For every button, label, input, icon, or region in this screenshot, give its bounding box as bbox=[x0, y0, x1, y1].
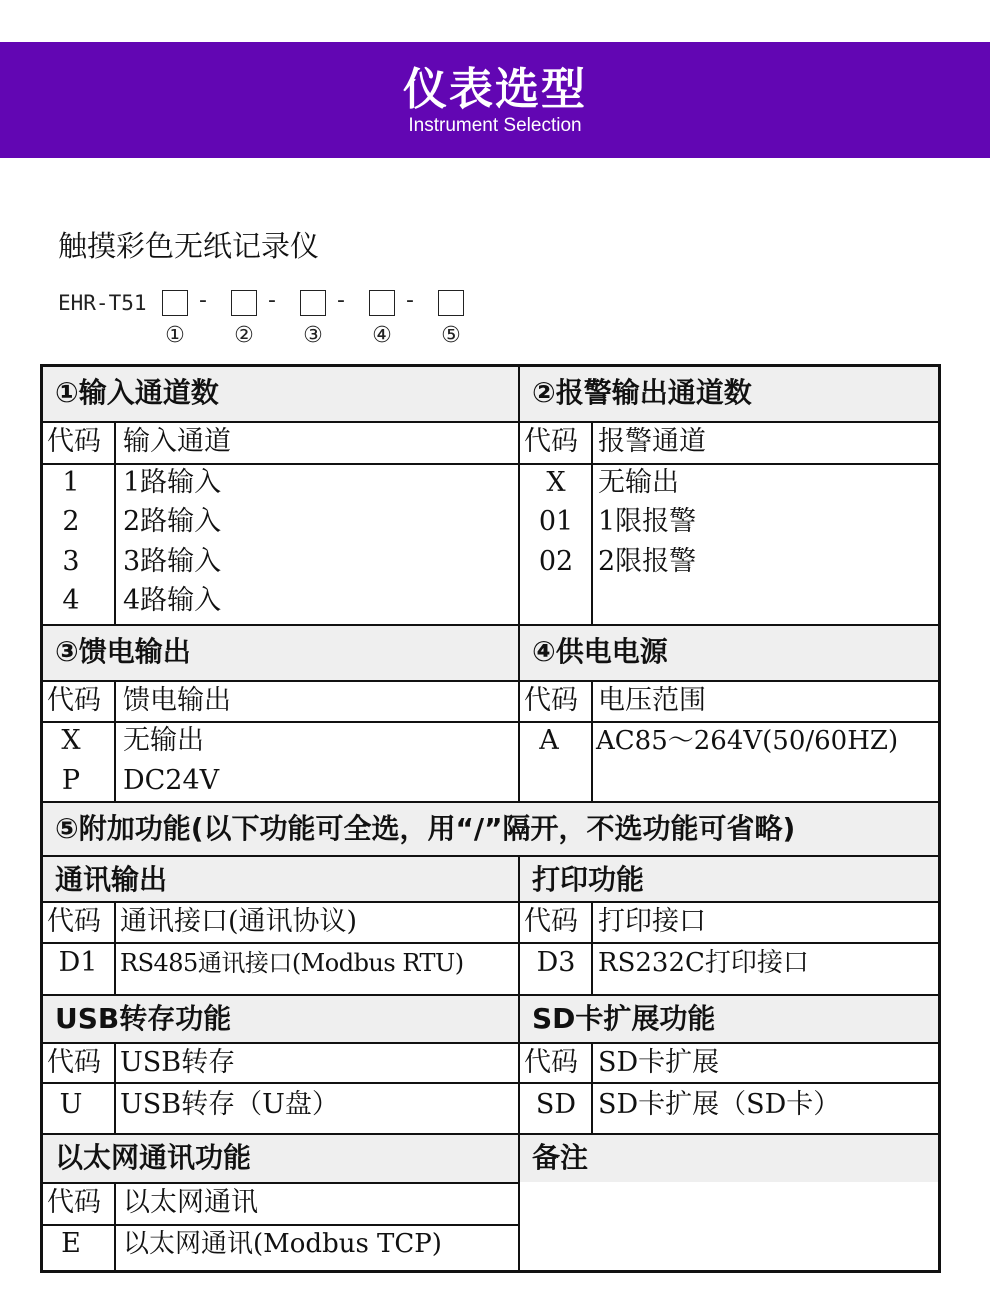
slot-label-5: ⑤ bbox=[441, 323, 461, 348]
divider bbox=[591, 680, 593, 801]
row-code: 4 bbox=[62, 585, 80, 616]
col-header-code: 代码 bbox=[47, 685, 101, 716]
col-header-code: 代码 bbox=[524, 685, 578, 716]
dash-4: - bbox=[406, 288, 414, 313]
row-desc: 1限报警 bbox=[598, 506, 697, 537]
divider bbox=[43, 801, 938, 803]
divider bbox=[591, 901, 593, 994]
row-desc: DC24V bbox=[123, 765, 220, 796]
section-header-usb-function: USB转存功能 bbox=[43, 996, 519, 1042]
slot-label-4: ④ bbox=[372, 323, 392, 348]
col-header-code: 代码 bbox=[47, 906, 101, 937]
row-code: D3 bbox=[536, 947, 576, 978]
row-code: 3 bbox=[62, 546, 80, 577]
divider bbox=[43, 994, 938, 996]
row-code: U bbox=[59, 1089, 83, 1120]
divider bbox=[591, 1042, 593, 1133]
row-desc: 2限报警 bbox=[598, 546, 697, 577]
section-header-ethernet-function: 以太网通讯功能 bbox=[43, 1135, 519, 1182]
col-header-desc: 以太网通讯 bbox=[123, 1187, 258, 1218]
col-header-desc: 通讯接口(通讯协议) bbox=[120, 906, 358, 937]
selection-table bbox=[40, 364, 941, 1273]
divider bbox=[43, 1133, 938, 1135]
row-code: P bbox=[61, 765, 81, 796]
divider bbox=[114, 421, 116, 624]
dash-2: - bbox=[268, 288, 276, 313]
row-code: 1 bbox=[62, 467, 80, 498]
slot-box-5 bbox=[438, 290, 464, 316]
row-desc: USB转存（U盘） bbox=[120, 1089, 339, 1120]
row-desc: 以太网通讯(Modbus TCP) bbox=[123, 1229, 442, 1259]
row-desc: 无输出 bbox=[598, 467, 679, 498]
row-desc: RS485通讯接口(Modbus RTU) bbox=[120, 949, 464, 977]
section-header-additional-functions: ⑤附加功能(以下功能可全选，用“/”隔开，不选功能可省略) bbox=[43, 803, 938, 855]
col-header-desc: 打印接口 bbox=[598, 906, 706, 937]
divider bbox=[518, 855, 520, 1270]
divider bbox=[43, 624, 938, 626]
col-header-code: 代码 bbox=[524, 906, 578, 937]
col-header-desc: 输入通道 bbox=[123, 426, 231, 457]
row-code: 2 bbox=[62, 506, 80, 537]
section-header-sd-function: SD卡扩展功能 bbox=[520, 996, 938, 1042]
row-code: X bbox=[546, 467, 566, 498]
slot-box-1 bbox=[162, 290, 188, 316]
row-code: D1 bbox=[58, 947, 98, 978]
row-desc: 无输出 bbox=[123, 725, 204, 756]
col-header-code: 代码 bbox=[524, 426, 578, 457]
banner-title: 仪表选型 bbox=[403, 64, 587, 115]
divider bbox=[114, 680, 116, 801]
row-desc: 2路输入 bbox=[123, 506, 222, 537]
col-header-desc: 电压范围 bbox=[598, 685, 706, 716]
divider bbox=[518, 367, 520, 803]
divider bbox=[591, 421, 593, 624]
row-code: 02 bbox=[538, 546, 574, 577]
col-header-code: 代码 bbox=[47, 1047, 101, 1078]
slot-box-3 bbox=[300, 290, 326, 316]
section-header-comm-output: 通讯输出 bbox=[43, 857, 519, 901]
section-header-input-channels: ①输入通道数 bbox=[43, 367, 519, 421]
row-code: X bbox=[61, 725, 81, 756]
row-desc: SD卡扩展（SD卡） bbox=[598, 1089, 841, 1120]
dash-1: - bbox=[199, 288, 207, 313]
section-header-feed-output: ③馈电输出 bbox=[43, 626, 519, 680]
row-desc: 1路输入 bbox=[123, 467, 222, 498]
row-code: 01 bbox=[538, 506, 574, 537]
row-desc: 4路输入 bbox=[123, 585, 222, 616]
header-banner bbox=[0, 42, 990, 158]
row-desc: 3路输入 bbox=[123, 546, 222, 577]
divider bbox=[43, 1082, 938, 1084]
dash-3: - bbox=[337, 288, 345, 313]
divider bbox=[43, 855, 938, 857]
col-header-desc: 馈电输出 bbox=[123, 685, 231, 716]
slot-label-3: ③ bbox=[303, 323, 323, 348]
row-desc: AC85～264V(50/60HZ) bbox=[596, 726, 899, 756]
banner-subtitle: Instrument Selection bbox=[408, 115, 582, 136]
col-header-code: 代码 bbox=[47, 426, 101, 457]
col-header-code: 代码 bbox=[524, 1047, 578, 1078]
slot-box-2 bbox=[231, 290, 257, 316]
col-header-desc: USB转存 bbox=[120, 1047, 236, 1078]
slot-box-4 bbox=[369, 290, 395, 316]
section-header-print-function: 打印功能 bbox=[520, 857, 938, 901]
slot-label-1: ① bbox=[165, 323, 185, 348]
divider bbox=[114, 1182, 116, 1270]
divider bbox=[114, 1042, 116, 1133]
row-code: A bbox=[539, 725, 559, 756]
divider bbox=[114, 901, 116, 994]
product-title: 触摸彩色无纸记录仪 bbox=[58, 229, 320, 263]
row-desc: RS232C打印接口 bbox=[598, 948, 809, 978]
col-header-desc: 报警通道 bbox=[598, 426, 706, 457]
col-header-code: 代码 bbox=[47, 1187, 101, 1218]
row-code: SD bbox=[535, 1089, 577, 1120]
section-header-remarks: 备注 bbox=[520, 1135, 938, 1182]
model-prefix: EHR-T51 bbox=[58, 291, 147, 315]
slot-label-2: ② bbox=[234, 323, 254, 348]
col-header-desc: SD卡扩展 bbox=[598, 1047, 720, 1078]
section-header-power-supply: ④供电电源 bbox=[520, 626, 938, 680]
row-code: E bbox=[61, 1228, 81, 1259]
section-header-alarm-channels: ②报警输出通道数 bbox=[520, 367, 938, 421]
